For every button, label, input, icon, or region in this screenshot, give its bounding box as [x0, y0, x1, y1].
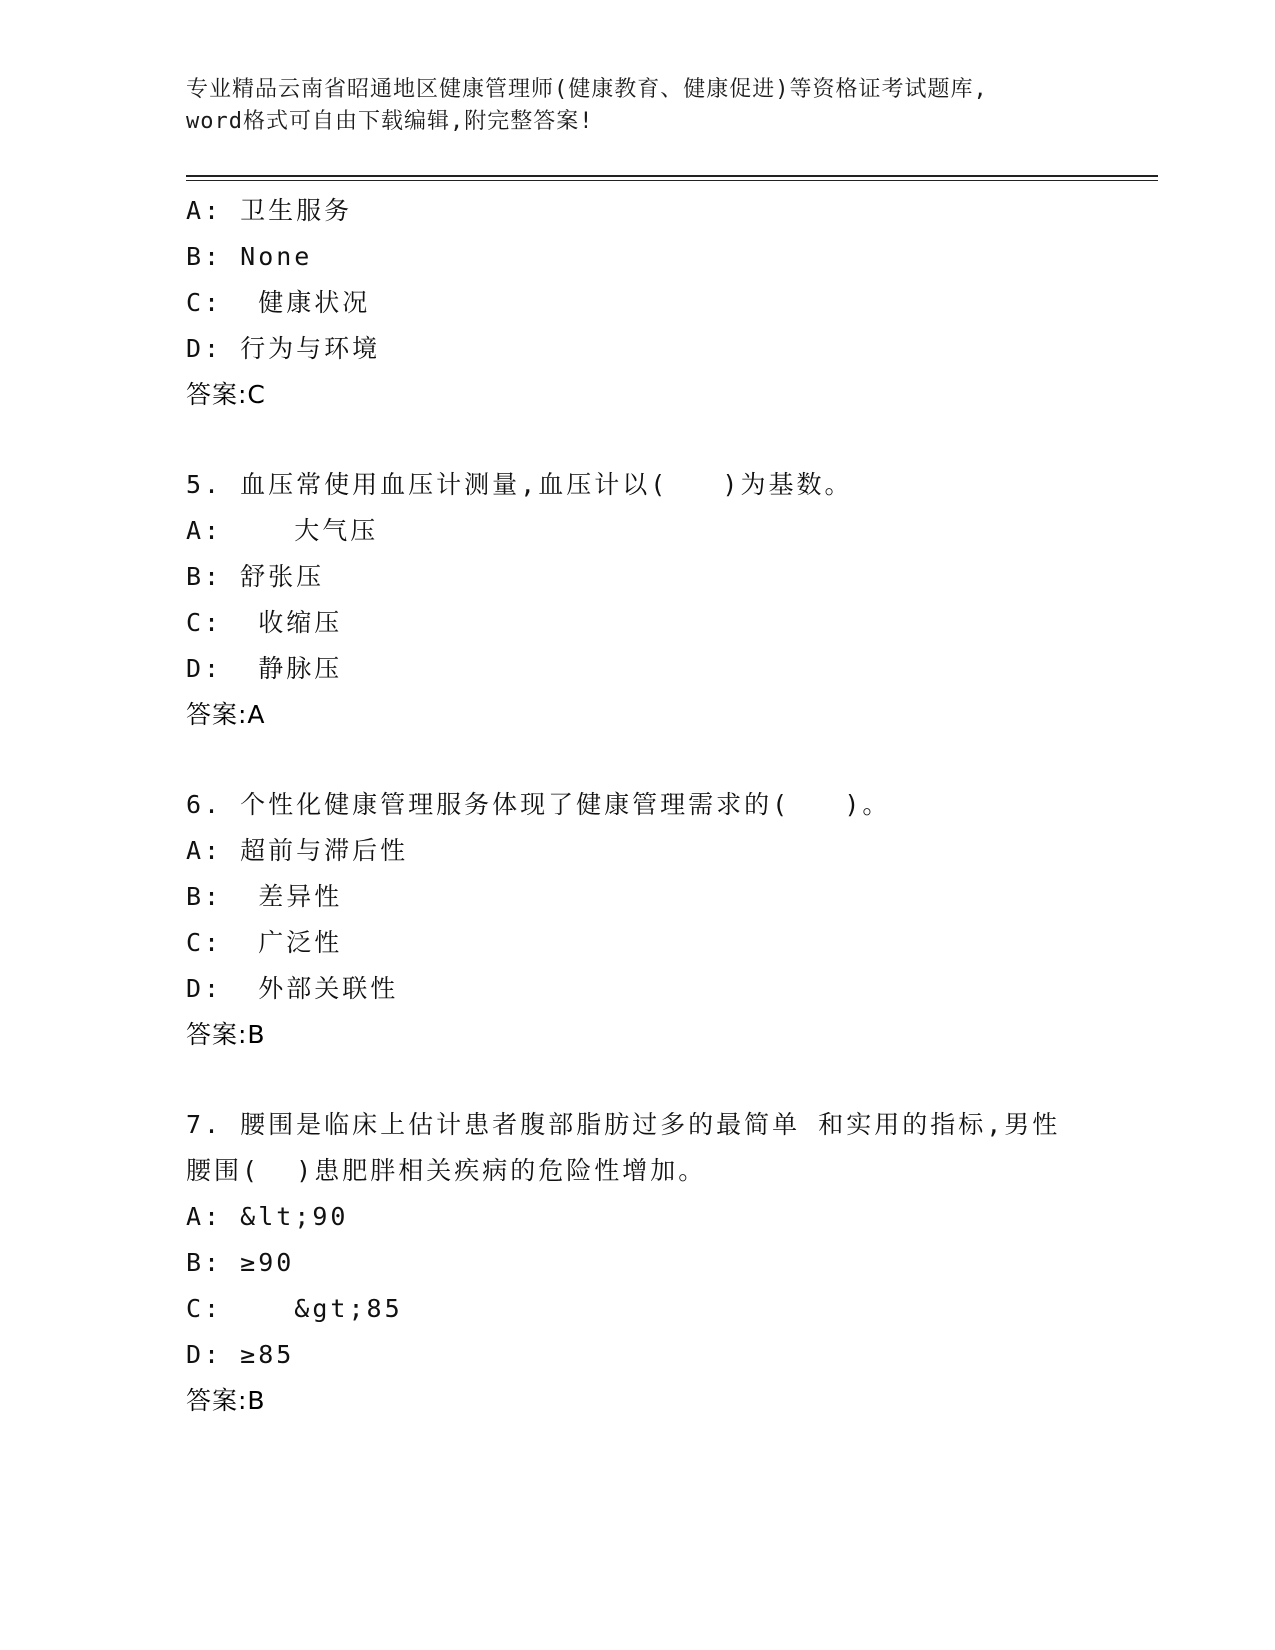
option-d: D: 行为与环境: [186, 334, 381, 363]
question-5: [186, 462, 1146, 738]
option-c: C: 广泛性: [186, 928, 343, 957]
option-b: B: 差异性: [186, 882, 343, 911]
option-c: C: &gt;85: [186, 1294, 403, 1323]
option-b: B: 舒张压: [186, 562, 325, 591]
option-a: A: &lt;90: [186, 1202, 349, 1231]
option-a: A: 超前与滞后性: [186, 836, 409, 865]
document-header: [186, 74, 1086, 138]
answer-line: 答案:C: [186, 380, 266, 409]
option-d: D: 静脉压: [186, 654, 343, 683]
option-b: B: None: [186, 242, 313, 271]
header-rule-thin: [186, 180, 1158, 181]
spacer: [186, 1058, 1146, 1102]
spacer: [186, 418, 1146, 462]
option-b: B: ≥90: [186, 1248, 295, 1277]
question-stem-line-1: 7. 腰围是临床上估计患者腹部脂肪过多的最简单 和实用的指标,男性: [186, 1110, 1061, 1139]
option-a: A: 卫生服务: [186, 196, 353, 225]
question-stem: 6. 个性化健康管理服务体现了健康管理需求的( )。: [186, 790, 891, 819]
answer-line: 答案:B: [186, 1020, 266, 1049]
question-7: [186, 1102, 1146, 1424]
option-a: A: 大气压: [186, 516, 379, 545]
answer-line: 答案:B: [186, 1386, 266, 1415]
option-d: D: 外部关联性: [186, 974, 399, 1003]
question-stem-line-2: 腰围( )患肥胖相关疾病的危险性增加。: [186, 1156, 707, 1185]
question-6: [186, 782, 1146, 1058]
header-rule-thick: [186, 175, 1158, 177]
header-line-1: 专业精品云南省昭通地区健康管理师(健康教育、健康促进)等资格证考试题库,: [186, 77, 988, 102]
question-4: [186, 188, 1146, 418]
spacer: [186, 738, 1146, 782]
question-list: [186, 188, 1146, 1424]
option-c: C: 健康状况: [186, 288, 371, 317]
header-line-2: word格式可自由下载编辑,附完整答案!: [186, 109, 594, 134]
option-d: D: ≥85: [186, 1340, 295, 1369]
option-c: C: 收缩压: [186, 608, 343, 637]
question-stem: 5. 血压常使用血压计测量,血压计以( )为基数。: [186, 470, 853, 499]
answer-line: 答案:A: [186, 700, 266, 729]
